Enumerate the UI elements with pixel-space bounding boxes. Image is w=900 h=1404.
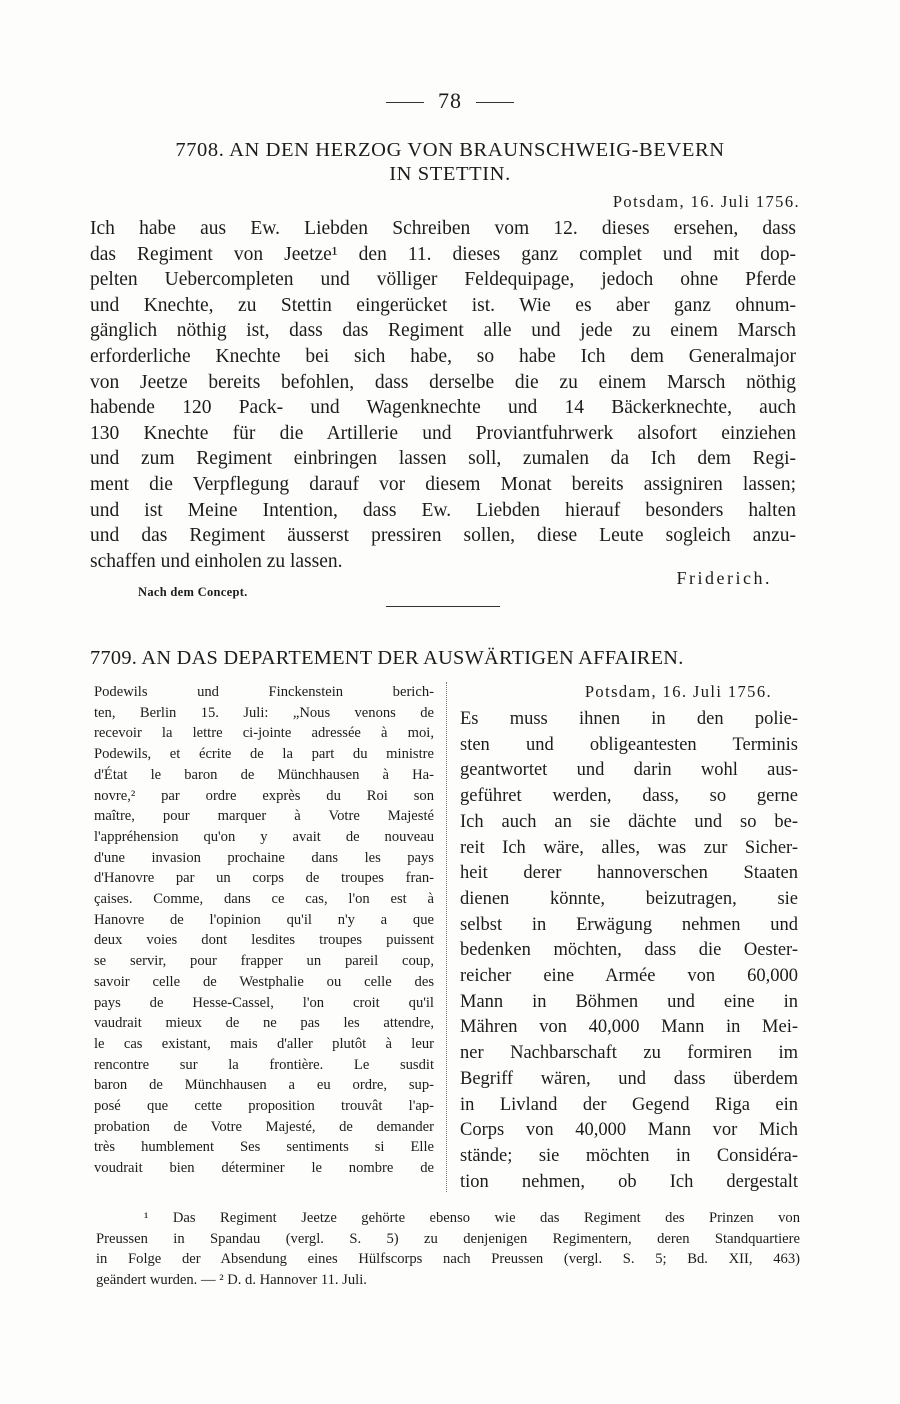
right-column-line: in Livland der Gegend Riga ein bbox=[460, 1094, 798, 1115]
doc7708-source-note: Nach dem Concept. bbox=[138, 585, 248, 599]
left-column-line: d'une invasion prochaine dans les pays bbox=[94, 849, 434, 866]
doc7708-heading-line2: IN STETTIN. bbox=[389, 163, 511, 185]
right-column-line: stände; sie möchten in Considéra- bbox=[460, 1145, 798, 1166]
doc7708-heading-line1: 7708. AN DEN HERZOG VON BRAUNSCHWEIG-BEVERN bbox=[175, 139, 725, 161]
left-column-line: l'appréhension qu'on y avait de nouveau bbox=[94, 828, 434, 845]
right-column-line: sten und obligeantesten Terminis bbox=[460, 734, 798, 755]
footnote-line: in Folge der Absendung eines Hülfscorps nach Preussen (vergl. S. 5; Bd. XII, 463) bbox=[96, 1251, 800, 1268]
page-number-dash-left bbox=[386, 102, 424, 103]
left-column-line: pays de Hesse-Cassel, l'on croit qu'il bbox=[94, 994, 434, 1011]
right-column-line: selbst in Erwägung nehmen und bbox=[460, 914, 798, 935]
footnote-line: ¹ Das Regiment Jeetze gehörte ebenso wie das Regiment des Prinzen von bbox=[144, 1210, 800, 1226]
body-line: habende 120 Pack- und Wagenknechte und 14 Bäckerknechte, auch bbox=[90, 397, 796, 419]
doc7708-signature: Friderich. bbox=[676, 568, 772, 588]
left-column-line: baron de Münchhausen a eu ordre, sup- bbox=[94, 1077, 434, 1094]
body-line: Ich habe aus Ew. Liebden Schreiben vom 12. dieses ersehen, dass bbox=[90, 218, 796, 239]
left-column-line: ten, Berlin 15. Juli: „Nous venons de bbox=[94, 704, 434, 721]
right-column-line: heit derer hannoverschen Staaten bbox=[460, 863, 798, 884]
left-column-line: posé que cette proposition trouvât l'ap- bbox=[94, 1098, 434, 1115]
right-column-line: Mann in Böhmen und eine in bbox=[460, 991, 798, 1012]
body-line: gänglich nöthig ist, dass das Regiment alle und jede zu einem Marsch bbox=[90, 320, 796, 342]
body-line: von Jeetze bereits befohlen, dass derselbe die zu einem Marsch nöthig bbox=[90, 371, 796, 393]
left-column-line: Podewils und Finckenstein berich- bbox=[94, 684, 434, 700]
right-column-line: geführet werden, dass, so gerne bbox=[460, 786, 798, 807]
body-line: und das Regiment äusserst pressiren sollen, diese Leute sogleich anzu- bbox=[90, 525, 796, 547]
left-column-line: rencontre sur la frontière. Le susdit bbox=[94, 1056, 434, 1073]
doc7709-right-column bbox=[460, 707, 798, 1195]
body-line: 130 Knechte für die Artillerie und Proviantfuhrwerk alsofort einziehen bbox=[90, 422, 796, 444]
doc7708-dateline: Potsdam, 16. Juli 1756. bbox=[612, 192, 800, 211]
body-line: und Knechte, zu Stettin eingerücket ist. Wie es aber ganz ohnum- bbox=[90, 294, 796, 316]
body-line: erforderliche Knechte bei sich habe, so habe Ich dem Generalmajor bbox=[90, 345, 796, 367]
body-line: und ist Meine Intention, dass Ew. Liebden hierauf besonders halten bbox=[90, 499, 796, 521]
footnote-line: Preussen in Spandau (vergl. S. 5) zu denjenigen Regimentern, deren Standquartiere bbox=[96, 1230, 800, 1247]
left-column-line: très humblement Ses sentiments si Elle bbox=[94, 1139, 434, 1156]
body-line: und zum Regiment einbringen lassen soll, zumalen da Ich dem Regi- bbox=[90, 448, 796, 470]
left-column-line: le cas existant, mais d'aller plutôt à leur bbox=[94, 1035, 434, 1052]
page-number-text: 78 bbox=[438, 88, 462, 113]
doc7709-heading: 7709. AN DAS DEPARTEMENT DER AUSWÄRTIGEN AFFAIREN. bbox=[90, 647, 684, 669]
doc7709-dateline: Potsdam, 16. Juli 1756. bbox=[584, 682, 772, 701]
body-line: ment die Verpflegung darauf vor diesem Monat bereits assigniren lassen; bbox=[90, 473, 796, 495]
left-column-line: recevoir la lettre ci-jointe adressée à moi, bbox=[94, 725, 434, 742]
left-column-line: vaudrait mieux de ne pas les attendre, bbox=[94, 1015, 434, 1032]
section-divider-rule bbox=[386, 606, 500, 607]
left-column-line: d'Hanovre par un corps de troupes fran- bbox=[94, 870, 434, 887]
right-column-line: Begriff wären, und dass überdem bbox=[460, 1068, 798, 1089]
left-column-line: Podewils, et écrite de la part du ministre bbox=[94, 746, 434, 763]
page-number bbox=[0, 88, 900, 114]
footnote-line: geändert wurden. — ² D. d. Hannover 11. Juli. bbox=[96, 1271, 367, 1288]
doc7708-body bbox=[90, 216, 796, 574]
left-column-line: savoir celle de Westphalie ou celle des bbox=[94, 973, 434, 990]
right-column-line: Mähren von 40,000 Mann in Mei- bbox=[460, 1017, 798, 1038]
left-column-line: novre,² par ordre exprès du Roi son bbox=[94, 787, 434, 804]
left-column-line: voudrait bien déterminer le nombre de bbox=[94, 1160, 434, 1177]
doc7709-left-column bbox=[94, 682, 434, 1179]
left-column-line: deux voies dont lesdites troupes puissent bbox=[94, 932, 434, 949]
left-column-line: çaises. Comme, dans ce cas, l'on est à bbox=[94, 891, 434, 908]
left-column-line: se servir, pour frapper un pareil coup, bbox=[94, 953, 434, 970]
right-column-line: geantwortet und darin wohl aus- bbox=[460, 760, 798, 781]
right-column-line: dienen könnte, beizutragen, sie bbox=[460, 888, 798, 909]
right-column-line: Corps von 40,000 Mann vor Mich bbox=[460, 1120, 798, 1141]
left-column-line: maître, pour marquer à Votre Majesté bbox=[94, 808, 434, 825]
page-number-dash-right bbox=[476, 102, 514, 103]
body-line: das Regiment von Jeetze¹ den 11. dieses ganz complet und mit dop- bbox=[90, 243, 796, 265]
right-column-line: bedenken möchten, dass die Oester- bbox=[460, 940, 798, 961]
body-line: pelten Uebercompleten und völliger Feldequipage, jedoch ohne Pferde bbox=[90, 269, 796, 291]
left-column-line: d'État le baron de Münchhausen à Ha- bbox=[94, 766, 434, 783]
right-column-line: reit Ich wäre, alles, was zur Sicher- bbox=[460, 837, 798, 858]
footnotes bbox=[96, 1208, 800, 1290]
body-line: schaffen und einholen zu lassen. bbox=[90, 550, 343, 572]
right-column-line: tion nehmen, ob Ich dergestalt bbox=[460, 1171, 798, 1192]
right-column-line: Ich auch an sie dächte und so be- bbox=[460, 811, 798, 832]
left-column-line: probation de Votre Majesté, de demander bbox=[94, 1118, 434, 1135]
right-column-line: ner Nachbarschaft zu formiren im bbox=[460, 1043, 798, 1064]
right-column-line: reicher eine Armée von 60,000 bbox=[460, 966, 798, 987]
right-column-line: Es muss ihnen in den polie- bbox=[460, 709, 798, 729]
left-column-line: Hanovre de l'opinion qu'il n'y a que bbox=[94, 911, 434, 928]
column-divider bbox=[446, 682, 447, 1192]
